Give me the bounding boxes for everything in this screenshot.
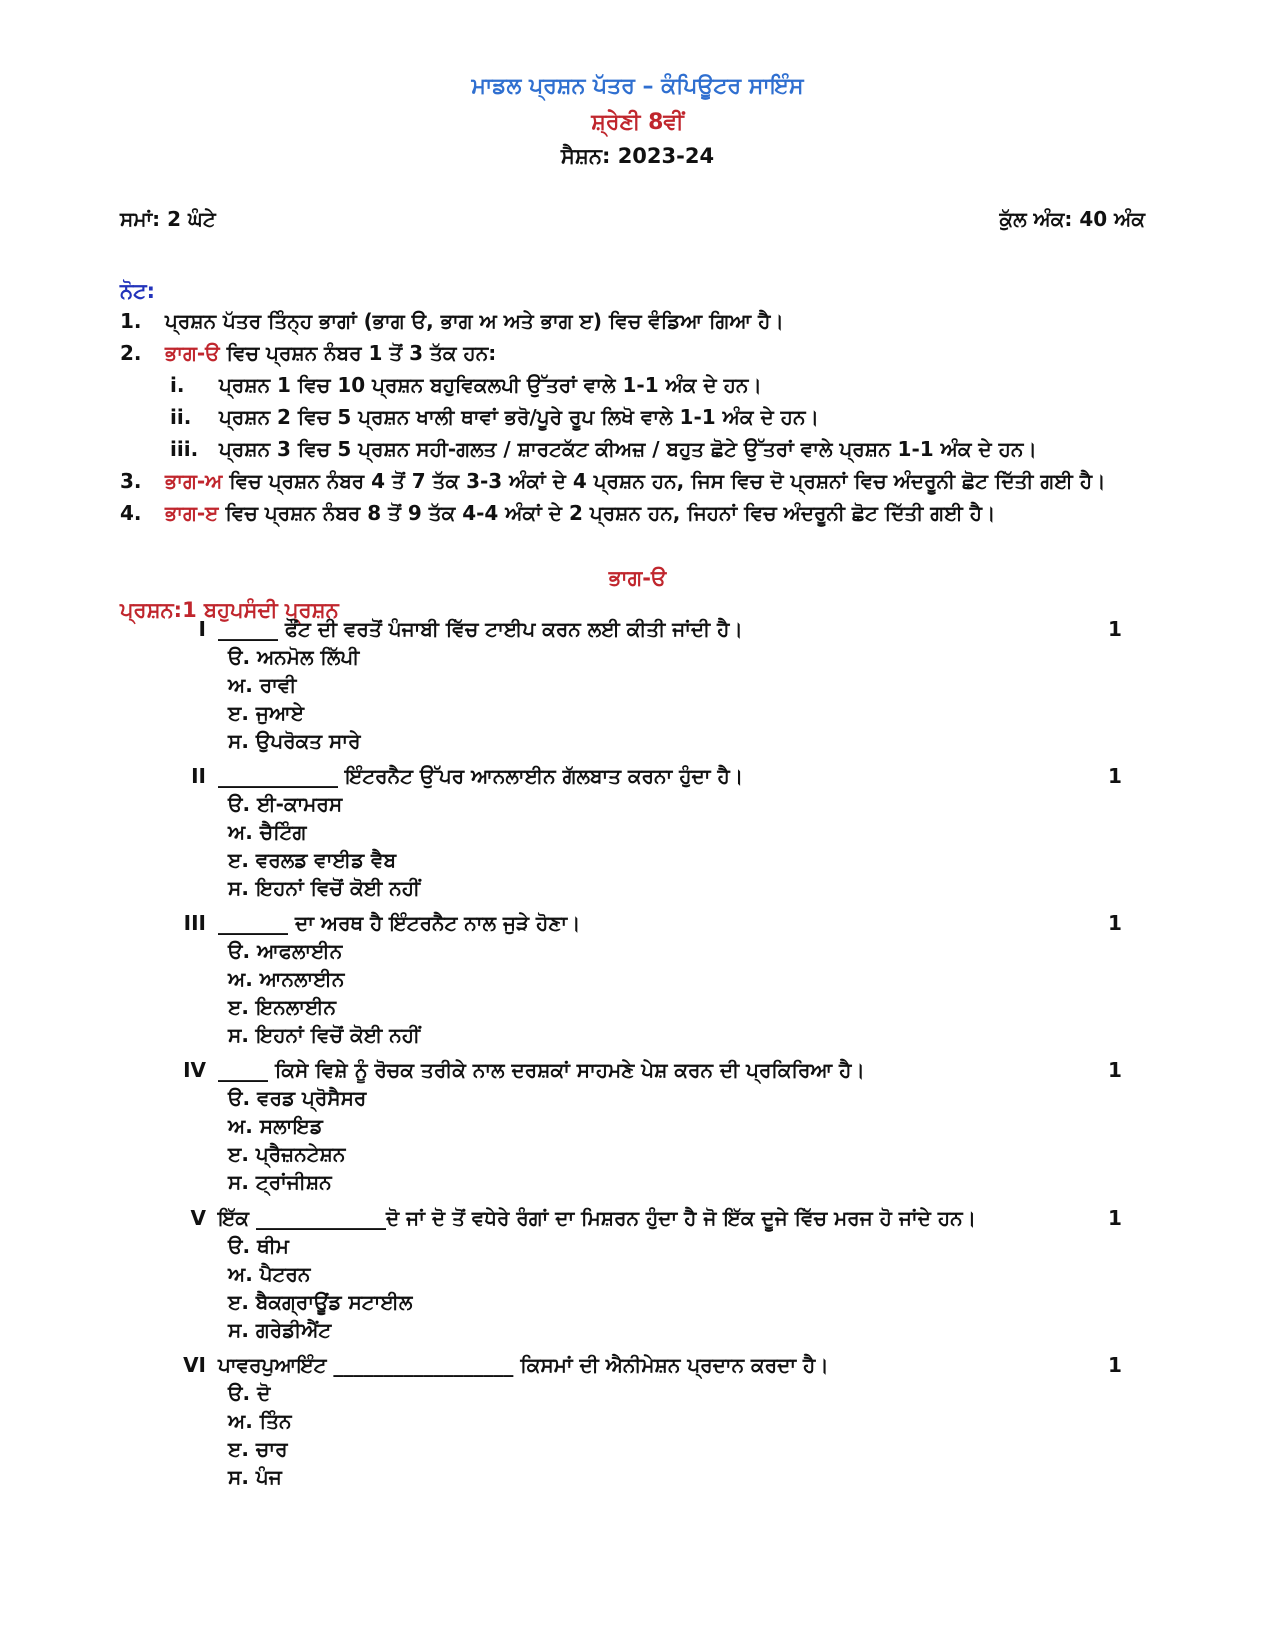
note-subitem-number: ii.: [170, 405, 192, 429]
answer-option: ਅ. ਪੈਟਰਨ: [228, 1262, 311, 1286]
note-item: [120, 341, 496, 365]
note-number: 3.: [120, 469, 142, 493]
answer-option: ੳ. ਅਨਮੋਲ ਲਿੱਪੀ: [228, 645, 360, 669]
question-marks: 1: [1108, 764, 1122, 788]
answer-option: ੳ. ਥੀਮ: [228, 1234, 289, 1258]
answer-option: ੳ. ਆਫਲਾਈਨ: [228, 939, 343, 963]
note-subitem-text: ਪ੍ਰਸ਼ਨ 1 ਵਿਚ 10 ਪ੍ਰਸ਼ਨ ਬਹੁਵਿਕਲਪੀ ਉੱਤਰਾਂ ਵਾਲੇ 1-1 ਅੰਕ ਦੇ ਹਨ।: [218, 373, 762, 397]
answer-option: ੳ. ਦੋ: [228, 1381, 271, 1405]
question-marks: 1: [1108, 1206, 1122, 1230]
answer-option: ੲ. ਵਰਲਡ ਵਾਈਡ ਵੈਬ: [228, 848, 397, 872]
note-text: ਵਿਚ ਪ੍ਰਸ਼ਨ ਨੰਬਰ 1 ਤੋਂ 3 ਤੱਕ ਹਨ:: [219, 341, 497, 365]
paper-grade: ਸ਼੍ਰੇਣੀ 8ਵੀਂ: [591, 110, 684, 135]
question-text: ਪਾਵਰਪੁਆਇੰਟ __________________ ਕਿਸਮਾਂ ਦੀ ਐਨੀਮੇਸ਼ਨ ਪ੍ਰਦਾਨ ਕਰਦਾ ਹੈ।: [218, 1353, 829, 1377]
question-number: VI: [183, 1353, 206, 1377]
question-marks: 1: [1108, 1058, 1122, 1082]
note-number: 4.: [120, 501, 142, 525]
answer-option: ਸ. ਟ੍ਰਾਂਜੀਸ਼ਨ: [228, 1170, 332, 1194]
paper-title: ਮਾਡਲ ਪ੍ਰਸ਼ਨ ਪੱਤਰ – ਕੰਪਿਊਟਰ ਸਾਇੰਸ: [471, 74, 804, 99]
question-number: IV: [183, 1058, 206, 1082]
question-text: _____ ਕਿਸੇ ਵਿਸ਼ੇ ਨੂੰ ਰੋਚਕ ਤਰੀਕੇ ਨਾਲ ਦਰਸ਼ਕਾਂ ਸਾਹਮਣੇ ਪੇਸ਼ ਕਰਨ ਦੀ ਪ੍ਰਕਿਰਿਆ ਹੈ।: [218, 1058, 865, 1082]
note-item: [120, 309, 784, 333]
note-number: 1.: [120, 309, 142, 333]
note-subitem-text: ਪ੍ਰਸ਼ਨ 2 ਵਿਚ 5 ਪ੍ਰਸ਼ਨ ਖਾਲੀ ਥਾਵਾਂ ਭਰੋ/ਪੂਰੇ ਰੂਪ ਲਿਖੋ ਵਾਲੇ 1-1 ਅੰਕ ਦੇ ਹਨ।: [218, 405, 819, 429]
note-item: [120, 469, 1106, 493]
answer-option: ਸ. ਪੰਜ: [228, 1465, 282, 1489]
answer-option: ਅ. ਆਨਲਾਈਨ: [228, 967, 345, 991]
note-subitem: [170, 405, 819, 429]
note-number: 2.: [120, 341, 142, 365]
answer-option: ਸ. ਗਰੇਡੀਐਂਟ: [228, 1318, 332, 1342]
answer-option: ਅ. ਤਿੰਨ: [228, 1409, 292, 1433]
note-text: ਵਿਚ ਪ੍ਰਸ਼ਨ ਨੰਬਰ 8 ਤੋਂ 9 ਤੱਕ 4-4 ਅੰਕਾਂ ਦੇ 2 ਪ੍ਰਸ਼ਨ ਹਨ, ਜਿਹਨਾਂ ਵਿਚ ਅੰਦਰੂਨੀ ਛੋਟ ਦਿੱਤੀ ਗਈ ਹੈ।: [218, 501, 996, 525]
paper-session: ਸੈਸ਼ਨ: 2023-24: [560, 144, 715, 168]
total-marks: ਕੁੱਲ ਅੰਕ: 40 ਅੰਕ: [999, 207, 1145, 231]
note-subitem-number: iii.: [170, 437, 199, 461]
note-section-label: ਭਾਗ-ਅ: [164, 469, 223, 493]
question-number: III: [183, 911, 206, 935]
notes-heading: ਨੋਟ:: [120, 279, 155, 303]
question-marks: 1: [1108, 1353, 1122, 1377]
section-title: ਭਾਗ-ੳ: [608, 566, 667, 590]
question-marks: 1: [1108, 617, 1122, 641]
note-subitem: [170, 373, 762, 397]
answer-option: ੳ. ਵਰਡ ਪ੍ਰੋਸੈਸਰ: [228, 1086, 367, 1110]
question-number: II: [191, 764, 206, 788]
answer-option: ਸ. ਇਹਨਾਂ ਵਿਚੋਂ ਕੋਈ ਨਹੀਂ: [228, 876, 421, 900]
answer-option: ਅ. ਰਾਵੀ: [228, 673, 297, 697]
answer-option: ੲ. ਬੈਕਗ੍ਰਾਊਂਡ ਸਟਾਈਲ: [228, 1290, 413, 1314]
question-text: ____________ ਇੰਟਰਨੈਟ ਉੱਪਰ ਆਨਲਾਈਨ ਗੱਲਬਾਤ ਕਰਨਾ ਹੁੰਦਾ ਹੈ।: [218, 764, 744, 788]
question-text: _______ ਦਾ ਅਰਥ ਹੈ ਇੰਟਰਨੈਟ ਨਾਲ ਜੁੜੇ ਹੋਣਾ।: [218, 911, 581, 935]
answer-option: ੲ. ਪ੍ਰੈਜ਼ਨਟੇਸ਼ਨ: [228, 1142, 346, 1166]
question-number: I: [198, 617, 206, 641]
answer-option: ਸ. ਇਹਨਾਂ ਵਿਚੋਂ ਕੋਈ ਨਹੀਂ: [228, 1023, 421, 1047]
question-text: ਇੱਕ _____________ਦੋ ਜਾਂ ਦੋ ਤੋਂ ਵਧੇਰੇ ਰੰਗਾਂ ਦਾ ਮਿਸ਼ਰਨ ਹੁੰਦਾ ਹੈ ਜੋ ਇੱਕ ਦੂਜੇ ਵਿੱਚ ਮਰਜ ਹੋ ਜਾਂਦੇ ਹਨ।: [218, 1206, 977, 1230]
answer-option: ਅ. ਸਲਾਇਡ: [228, 1114, 323, 1138]
note-section-label: ਭਾਗ-ੳ: [164, 341, 220, 365]
answer-option: ੲ. ਚਾਰ: [228, 1437, 288, 1461]
note-subitem-number: i.: [170, 373, 185, 397]
answer-option: ੳ. ਈ-ਕਾਮਰਸ: [228, 792, 343, 816]
answer-option: ੲ. ਜੁਆਏ: [228, 701, 305, 725]
note-text: ਪ੍ਰਸ਼ਨ ਪੱਤਰ ਤਿੰਨ੍ਹ ਭਾਗਾਂ (ਭਾਗ ੳ, ਭਾਗ ਅ ਅਤੇ ਭਾਗ ੲ) ਵਿਚ ਵੰਡਿਆ ਗਿਆ ਹੈ।: [164, 309, 784, 333]
time-allowed: ਸਮਾਂ: 2 ਘੰਟੇ: [120, 207, 216, 231]
note-item: [120, 501, 995, 525]
answer-option: ਸ. ਉਪਰੋਕਤ ਸਾਰੇ: [228, 729, 361, 753]
question-marks: 1: [1108, 911, 1122, 935]
question-number: V: [190, 1206, 206, 1230]
answer-option: ੲ. ਇਨਲਾਈਨ: [228, 995, 337, 1019]
note-text: ਵਿਚ ਪ੍ਰਸ਼ਨ ਨੰਬਰ 4 ਤੋਂ 7 ਤੱਕ 3-3 ਅੰਕਾਂ ਦੇ 4 ਪ੍ਰਸ਼ਨ ਹਨ, ਜਿਸ ਵਿਚ ਦੋ ਪ੍ਰਸ਼ਨਾਂ ਵਿਚ ਅੰਦਰੂਨੀ ਛੋਟ ਦਿੱਤੀ ਗਈ ਹੈ।: [222, 469, 1106, 493]
question-text: ______ ਫੌਂਟ ਦੀ ਵਰਤੋਂ ਪੰਜਾਬੀ ਵਿੱਚ ਟਾਈਪ ਕਰਨ ਲਈ ਕੀਤੀ ਜਾਂਦੀ ਹੈ।: [218, 617, 743, 641]
answer-option: ਅ. ਚੈਟਿੰਗ: [228, 820, 307, 844]
question-heading: ਪ੍ਰਸ਼ਨ:1 ਬਹੁਪਸੰਦੀ ਪ੍ਰਸ਼ਨ: [120, 598, 339, 622]
note-subitem: [170, 437, 1037, 461]
note-subitem-text: ਪ੍ਰਸ਼ਨ 3 ਵਿਚ 5 ਪ੍ਰਸ਼ਨ ਸਹੀ-ਗਲਤ / ਸ਼ਾਰਟਕੱਟ ਕੀਅਜ਼ / ਬਹੁਤ ਛੋਟੇ ਉੱਤਰਾਂ ਵਾਲੇ ਪ੍ਰਸ਼ਨ 1-1 ਅੰਕ ਦੇ ਹਨ।: [218, 437, 1037, 461]
note-section-label: ਭਾਗ-ੲ: [164, 501, 219, 525]
